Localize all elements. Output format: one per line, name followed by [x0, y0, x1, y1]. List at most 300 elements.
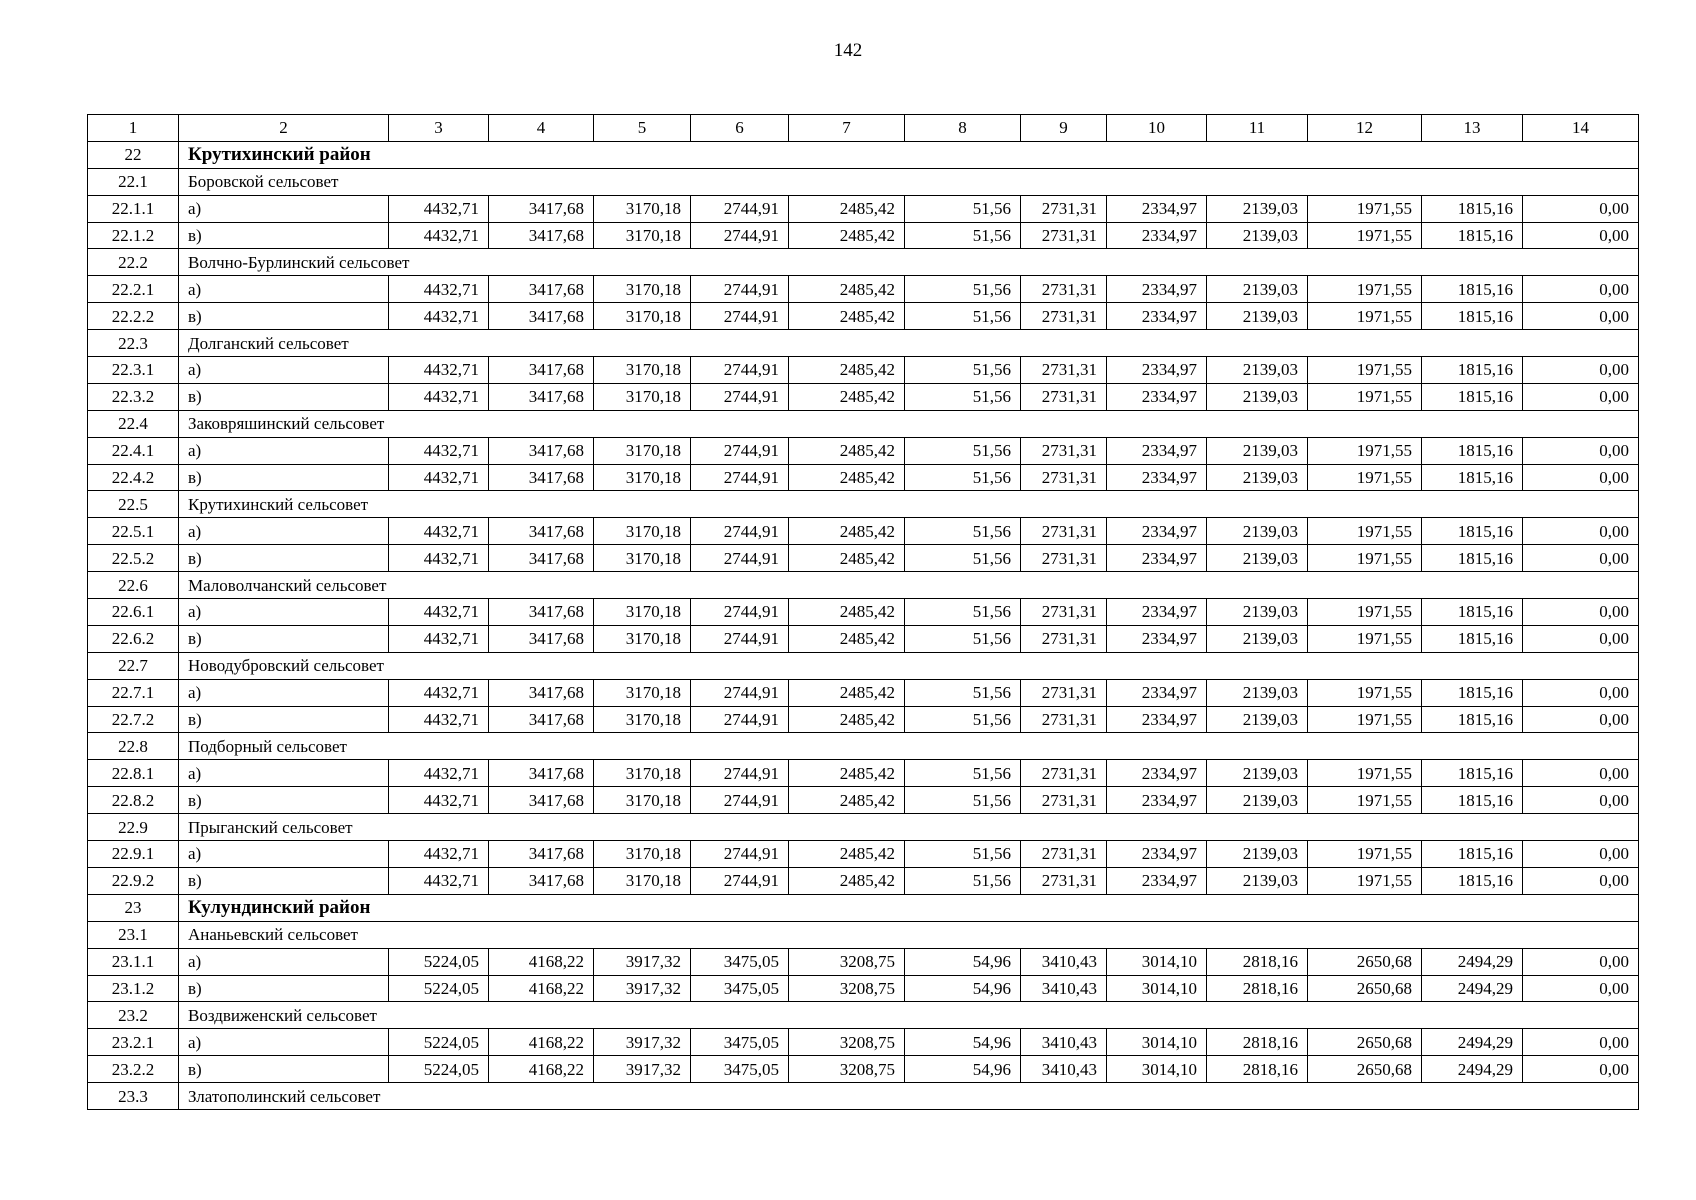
value-cell: 51,56: [905, 706, 1021, 733]
value-cell: 1815,16: [1422, 437, 1523, 464]
district-name: Кулундинский район: [179, 894, 1639, 921]
value-cell: 2744,91: [691, 706, 789, 733]
council-row: [88, 652, 1639, 679]
value-cell: 2744,91: [691, 195, 789, 222]
council-code: 22.8: [88, 733, 179, 760]
value-cell: 54,96: [905, 948, 1021, 975]
value-cell: 1971,55: [1308, 518, 1422, 545]
value-cell: 2485,42: [789, 303, 905, 330]
row-code: 22.2.1: [88, 276, 179, 303]
value-cell: 0,00: [1523, 867, 1639, 894]
value-cell: 2818,16: [1207, 975, 1308, 1002]
value-cell: 2731,31: [1021, 787, 1107, 814]
value-cell: 3417,68: [489, 599, 594, 626]
value-cell: 4432,71: [389, 195, 489, 222]
council-code: 22.3: [88, 330, 179, 357]
value-cell: 2731,31: [1021, 383, 1107, 410]
value-cell: 0,00: [1523, 1056, 1639, 1083]
value-cell: 3410,43: [1021, 1056, 1107, 1083]
value-cell: 3014,10: [1107, 948, 1207, 975]
column-header: 10: [1107, 115, 1207, 142]
column-header: 6: [691, 115, 789, 142]
value-cell: 2139,03: [1207, 518, 1308, 545]
value-cell: 2744,91: [691, 437, 789, 464]
value-cell: 2744,91: [691, 787, 789, 814]
value-cell: 3014,10: [1107, 1056, 1207, 1083]
table-row: [88, 625, 1639, 652]
value-cell: 2731,31: [1021, 357, 1107, 384]
row-label: в): [179, 464, 389, 491]
value-cell: 2744,91: [691, 867, 789, 894]
value-cell: 1815,16: [1422, 787, 1523, 814]
value-cell: 2334,97: [1107, 222, 1207, 249]
table-row: [88, 545, 1639, 572]
value-cell: 3410,43: [1021, 975, 1107, 1002]
table-row: [88, 1056, 1639, 1083]
value-cell: 2494,29: [1422, 1056, 1523, 1083]
row-label: в): [179, 787, 389, 814]
value-cell: 3170,18: [594, 518, 691, 545]
value-cell: 3170,18: [594, 599, 691, 626]
council-row: [88, 572, 1639, 599]
value-cell: 2485,42: [789, 276, 905, 303]
value-cell: 2334,97: [1107, 545, 1207, 572]
value-cell: 3170,18: [594, 357, 691, 384]
value-cell: 2334,97: [1107, 276, 1207, 303]
value-cell: 0,00: [1523, 195, 1639, 222]
column-header: 7: [789, 115, 905, 142]
council-code: 23.1: [88, 921, 179, 948]
value-cell: 1815,16: [1422, 303, 1523, 330]
value-cell: 2494,29: [1422, 948, 1523, 975]
value-cell: 0,00: [1523, 679, 1639, 706]
table-row: [88, 787, 1639, 814]
value-cell: 1971,55: [1308, 437, 1422, 464]
value-cell: 0,00: [1523, 760, 1639, 787]
value-cell: 3417,68: [489, 518, 594, 545]
table-row: [88, 841, 1639, 868]
value-cell: 4432,71: [389, 303, 489, 330]
value-cell: 2650,68: [1308, 1029, 1422, 1056]
council-row: [88, 733, 1639, 760]
row-code: 22.7.2: [88, 706, 179, 733]
value-cell: 1815,16: [1422, 518, 1523, 545]
value-cell: 1815,16: [1422, 625, 1523, 652]
value-cell: 1815,16: [1422, 841, 1523, 868]
value-cell: 2485,42: [789, 222, 905, 249]
value-cell: 3417,68: [489, 545, 594, 572]
value-cell: 4432,71: [389, 867, 489, 894]
value-cell: 4432,71: [389, 437, 489, 464]
value-cell: 2139,03: [1207, 195, 1308, 222]
value-cell: 3170,18: [594, 760, 691, 787]
council-name: Златополинский сельсовет: [179, 1083, 1639, 1110]
value-cell: 3208,75: [789, 948, 905, 975]
value-cell: 2139,03: [1207, 383, 1308, 410]
value-cell: 2485,42: [789, 679, 905, 706]
district-row: [88, 141, 1639, 168]
value-cell: 3208,75: [789, 975, 905, 1002]
value-cell: 3014,10: [1107, 1029, 1207, 1056]
value-cell: 2334,97: [1107, 760, 1207, 787]
value-cell: 51,56: [905, 841, 1021, 868]
value-cell: 4432,71: [389, 383, 489, 410]
value-cell: 3917,32: [594, 975, 691, 1002]
row-label: а): [179, 437, 389, 464]
value-cell: 3170,18: [594, 841, 691, 868]
value-cell: 2139,03: [1207, 787, 1308, 814]
value-cell: 1971,55: [1308, 222, 1422, 249]
row-code: 22.5.2: [88, 545, 179, 572]
value-cell: 3917,32: [594, 948, 691, 975]
value-cell: 4168,22: [489, 1029, 594, 1056]
council-name: Воздвиженский сельсовет: [179, 1002, 1639, 1029]
value-cell: 51,56: [905, 464, 1021, 491]
table-row: [88, 383, 1639, 410]
value-cell: 2139,03: [1207, 599, 1308, 626]
value-cell: 2485,42: [789, 437, 905, 464]
value-cell: 3417,68: [489, 383, 594, 410]
value-cell: 54,96: [905, 1029, 1021, 1056]
value-cell: 4432,71: [389, 760, 489, 787]
value-cell: 5224,05: [389, 975, 489, 1002]
value-cell: 3417,68: [489, 706, 594, 733]
value-cell: 2334,97: [1107, 706, 1207, 733]
value-cell: 2818,16: [1207, 1056, 1308, 1083]
value-cell: 3208,75: [789, 1029, 905, 1056]
council-row: [88, 1083, 1639, 1110]
value-cell: 3170,18: [594, 437, 691, 464]
value-cell: 2494,29: [1422, 975, 1523, 1002]
value-cell: 4432,71: [389, 599, 489, 626]
value-cell: 51,56: [905, 195, 1021, 222]
value-cell: 51,56: [905, 383, 1021, 410]
value-cell: 2731,31: [1021, 222, 1107, 249]
row-label: в): [179, 625, 389, 652]
council-code: 22.6: [88, 572, 179, 599]
value-cell: 1971,55: [1308, 867, 1422, 894]
district-code: 23: [88, 894, 179, 921]
row-label: в): [179, 706, 389, 733]
value-cell: 1815,16: [1422, 222, 1523, 249]
council-code: 22.2: [88, 249, 179, 276]
value-cell: 2485,42: [789, 545, 905, 572]
value-cell: 3170,18: [594, 303, 691, 330]
table-row: [88, 1029, 1639, 1056]
row-label: а): [179, 357, 389, 384]
value-cell: 0,00: [1523, 303, 1639, 330]
council-name: Новодубровский сельсовет: [179, 652, 1639, 679]
value-cell: 51,56: [905, 599, 1021, 626]
table-row: [88, 357, 1639, 384]
value-cell: 51,56: [905, 303, 1021, 330]
value-cell: 2334,97: [1107, 303, 1207, 330]
council-row: [88, 410, 1639, 437]
council-row: [88, 168, 1639, 195]
value-cell: 2731,31: [1021, 518, 1107, 545]
value-cell: 2485,42: [789, 760, 905, 787]
value-cell: 1815,16: [1422, 464, 1523, 491]
value-cell: 2139,03: [1207, 760, 1308, 787]
value-cell: 2744,91: [691, 599, 789, 626]
value-cell: 3417,68: [489, 195, 594, 222]
value-cell: 4432,71: [389, 625, 489, 652]
value-cell: 3417,68: [489, 437, 594, 464]
table-row: [88, 195, 1639, 222]
council-name: Крутихинский сельсовет: [179, 491, 1639, 518]
value-cell: 3917,32: [594, 1029, 691, 1056]
value-cell: 2485,42: [789, 706, 905, 733]
value-cell: 2334,97: [1107, 625, 1207, 652]
column-header: 2: [179, 115, 389, 142]
value-cell: 1815,16: [1422, 545, 1523, 572]
value-cell: 3417,68: [489, 679, 594, 706]
value-cell: 0,00: [1523, 545, 1639, 572]
value-cell: 2744,91: [691, 383, 789, 410]
council-code: 23.3: [88, 1083, 179, 1110]
row-label: а): [179, 760, 389, 787]
value-cell: 2334,97: [1107, 679, 1207, 706]
row-label: а): [179, 599, 389, 626]
value-cell: 2744,91: [691, 760, 789, 787]
value-cell: 1815,16: [1422, 679, 1523, 706]
value-cell: 3417,68: [489, 303, 594, 330]
value-cell: 0,00: [1523, 357, 1639, 384]
row-label: в): [179, 222, 389, 249]
value-cell: 54,96: [905, 975, 1021, 1002]
value-cell: 2485,42: [789, 357, 905, 384]
row-code: 22.6.2: [88, 625, 179, 652]
table-row: [88, 518, 1639, 545]
council-name: Подборный сельсовет: [179, 733, 1639, 760]
row-code: 22.8.1: [88, 760, 179, 787]
value-cell: 2334,97: [1107, 464, 1207, 491]
value-cell: 3170,18: [594, 383, 691, 410]
value-cell: 3170,18: [594, 276, 691, 303]
value-cell: 3917,32: [594, 1056, 691, 1083]
value-cell: 2731,31: [1021, 599, 1107, 626]
table-row: [88, 437, 1639, 464]
value-cell: 1971,55: [1308, 625, 1422, 652]
council-code: 22.5: [88, 491, 179, 518]
table-body: [88, 115, 1639, 1110]
value-cell: 0,00: [1523, 383, 1639, 410]
council-name: Волчно-Бурлинский сельсовет: [179, 249, 1639, 276]
value-cell: 0,00: [1523, 706, 1639, 733]
value-cell: 2744,91: [691, 276, 789, 303]
value-cell: 1971,55: [1308, 195, 1422, 222]
council-row: [88, 921, 1639, 948]
value-cell: 2334,97: [1107, 357, 1207, 384]
value-cell: 0,00: [1523, 464, 1639, 491]
council-row: [88, 491, 1639, 518]
value-cell: 1971,55: [1308, 599, 1422, 626]
value-cell: 2139,03: [1207, 222, 1308, 249]
row-code: 22.1.1: [88, 195, 179, 222]
column-header: 3: [389, 115, 489, 142]
value-cell: 2139,03: [1207, 357, 1308, 384]
value-cell: 4432,71: [389, 357, 489, 384]
value-cell: 2485,42: [789, 841, 905, 868]
row-label: в): [179, 1056, 389, 1083]
value-cell: 2731,31: [1021, 625, 1107, 652]
council-name: Маловолчанский сельсовет: [179, 572, 1639, 599]
row-code: 22.6.1: [88, 599, 179, 626]
row-code: 22.9.2: [88, 867, 179, 894]
council-name: Ананьевский сельсовет: [179, 921, 1639, 948]
value-cell: 2731,31: [1021, 867, 1107, 894]
value-cell: 3417,68: [489, 841, 594, 868]
value-cell: 2818,16: [1207, 1029, 1308, 1056]
value-cell: 1971,55: [1308, 303, 1422, 330]
table-row: [88, 599, 1639, 626]
table-row: [88, 222, 1639, 249]
row-label: в): [179, 545, 389, 572]
value-cell: 5224,05: [389, 948, 489, 975]
value-cell: 2744,91: [691, 222, 789, 249]
value-cell: 2139,03: [1207, 276, 1308, 303]
value-cell: 0,00: [1523, 975, 1639, 1002]
council-code: 22.9: [88, 814, 179, 841]
value-cell: 3417,68: [489, 357, 594, 384]
value-cell: 0,00: [1523, 948, 1639, 975]
value-cell: 1971,55: [1308, 706, 1422, 733]
row-label: в): [179, 975, 389, 1002]
value-cell: 3475,05: [691, 1056, 789, 1083]
value-cell: 2744,91: [691, 357, 789, 384]
value-cell: 4168,22: [489, 948, 594, 975]
value-cell: 2731,31: [1021, 464, 1107, 491]
value-cell: 51,56: [905, 760, 1021, 787]
value-cell: 54,96: [905, 1056, 1021, 1083]
value-cell: 2731,31: [1021, 706, 1107, 733]
value-cell: 51,56: [905, 222, 1021, 249]
value-cell: 3417,68: [489, 276, 594, 303]
value-cell: 4168,22: [489, 975, 594, 1002]
value-cell: 3170,18: [594, 787, 691, 814]
row-code: 22.2.2: [88, 303, 179, 330]
value-cell: 1971,55: [1308, 679, 1422, 706]
district-name: Крутихинский район: [179, 141, 1639, 168]
district-code: 22: [88, 141, 179, 168]
value-cell: 2485,42: [789, 464, 905, 491]
value-cell: 2334,97: [1107, 383, 1207, 410]
value-cell: 2139,03: [1207, 545, 1308, 572]
row-label: а): [179, 195, 389, 222]
value-cell: 2485,42: [789, 518, 905, 545]
table-row: [88, 276, 1639, 303]
value-cell: 2494,29: [1422, 1029, 1523, 1056]
row-code: 22.4.2: [88, 464, 179, 491]
value-cell: 1815,16: [1422, 195, 1523, 222]
value-cell: 0,00: [1523, 518, 1639, 545]
council-name: Боровской сельсовет: [179, 168, 1639, 195]
column-header: 4: [489, 115, 594, 142]
column-header: 8: [905, 115, 1021, 142]
value-cell: 4432,71: [389, 464, 489, 491]
value-cell: 1815,16: [1422, 760, 1523, 787]
value-cell: 2731,31: [1021, 760, 1107, 787]
value-cell: 1815,16: [1422, 867, 1523, 894]
value-cell: 2334,97: [1107, 437, 1207, 464]
council-row: [88, 1002, 1639, 1029]
value-cell: 2139,03: [1207, 437, 1308, 464]
value-cell: 3417,68: [489, 867, 594, 894]
value-cell: 51,56: [905, 437, 1021, 464]
value-cell: 0,00: [1523, 437, 1639, 464]
tariff-table: [87, 114, 1639, 1110]
row-code: 22.5.1: [88, 518, 179, 545]
value-cell: 2731,31: [1021, 841, 1107, 868]
value-cell: 2650,68: [1308, 1056, 1422, 1083]
value-cell: 3170,18: [594, 679, 691, 706]
value-cell: 2334,97: [1107, 195, 1207, 222]
value-cell: 1971,55: [1308, 787, 1422, 814]
value-cell: 2731,31: [1021, 276, 1107, 303]
table-row: [88, 975, 1639, 1002]
row-code: 22.3.1: [88, 357, 179, 384]
value-cell: 0,00: [1523, 1029, 1639, 1056]
value-cell: 51,56: [905, 276, 1021, 303]
value-cell: 1971,55: [1308, 464, 1422, 491]
council-row: [88, 249, 1639, 276]
value-cell: 2334,97: [1107, 841, 1207, 868]
value-cell: 3170,18: [594, 625, 691, 652]
value-cell: 2485,42: [789, 383, 905, 410]
value-cell: 51,56: [905, 679, 1021, 706]
council-code: 23.2: [88, 1002, 179, 1029]
value-cell: 0,00: [1523, 599, 1639, 626]
value-cell: 4432,71: [389, 841, 489, 868]
value-cell: 2744,91: [691, 464, 789, 491]
value-cell: 2334,97: [1107, 867, 1207, 894]
value-cell: 2744,91: [691, 545, 789, 572]
row-code: 23.2.1: [88, 1029, 179, 1056]
value-cell: 1971,55: [1308, 841, 1422, 868]
table-row: [88, 867, 1639, 894]
page-number: 142: [833, 40, 863, 61]
row-code: 23.1.2: [88, 975, 179, 1002]
value-cell: 2139,03: [1207, 303, 1308, 330]
council-name: Долганский сельсовет: [179, 330, 1639, 357]
value-cell: 3208,75: [789, 1056, 905, 1083]
column-header: 13: [1422, 115, 1523, 142]
row-label: а): [179, 948, 389, 975]
column-header: 9: [1021, 115, 1107, 142]
value-cell: 2744,91: [691, 679, 789, 706]
table-row: [88, 760, 1639, 787]
row-label: а): [179, 841, 389, 868]
value-cell: 51,56: [905, 357, 1021, 384]
value-cell: 3170,18: [594, 222, 691, 249]
value-cell: 2485,42: [789, 195, 905, 222]
value-cell: 2818,16: [1207, 948, 1308, 975]
value-cell: 1971,55: [1308, 760, 1422, 787]
value-cell: 2731,31: [1021, 545, 1107, 572]
column-header: 14: [1523, 115, 1639, 142]
value-cell: 2139,03: [1207, 841, 1308, 868]
value-cell: 1971,55: [1308, 545, 1422, 572]
value-cell: 3170,18: [594, 706, 691, 733]
value-cell: 2744,91: [691, 625, 789, 652]
value-cell: 1815,16: [1422, 599, 1523, 626]
value-cell: 51,56: [905, 625, 1021, 652]
column-header: 1: [88, 115, 179, 142]
value-cell: 3014,10: [1107, 975, 1207, 1002]
council-row: [88, 814, 1639, 841]
column-header: 11: [1207, 115, 1308, 142]
column-header: 5: [594, 115, 691, 142]
